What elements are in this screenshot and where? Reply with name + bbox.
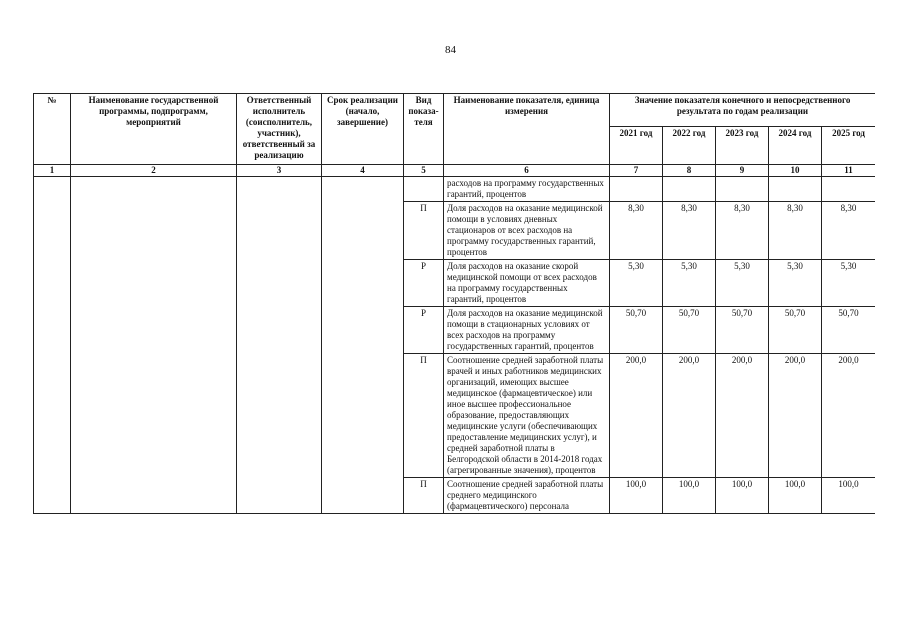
value-2022: 200,0	[663, 354, 716, 478]
value-2021: 50,70	[610, 307, 663, 354]
cell-program-name	[71, 177, 237, 514]
indicator-name: расходов на программу государственных гарантий, процентов	[444, 177, 610, 202]
value-2022: 100,0	[663, 478, 716, 514]
value-2021	[610, 177, 663, 202]
header-no: №	[34, 94, 71, 165]
header-year-2021: 2021 год	[610, 127, 663, 165]
value-2022	[663, 177, 716, 202]
column-number-7: 7	[610, 165, 663, 177]
indicator-name: Доля расходов на оказание медицинской помощи в условиях дневных стационаров от всех расходов на программу государственных гарантий, процентов	[444, 202, 610, 260]
value-2021: 5,30	[610, 260, 663, 307]
value-2022: 5,30	[663, 260, 716, 307]
header-program-name: Наименование государственной программы, подпрограмм, мероприятий	[71, 94, 237, 165]
indicator-type: П	[404, 478, 444, 514]
column-number-11: 11	[822, 165, 876, 177]
value-2025	[822, 177, 876, 202]
value-2024: 50,70	[769, 307, 822, 354]
value-2025: 50,70	[822, 307, 876, 354]
indicator-name: Соотношение средней заработной платы среднего медицинского (фармацевтического) персонала	[444, 478, 610, 514]
value-2024: 8,30	[769, 202, 822, 260]
column-number-4: 4	[322, 165, 404, 177]
indicator-name: Соотношение средней заработной платы врачей и иных работников медицинских организаций, имеющих высшее медицинское (фармацевтическое) или иное высшее профессиональное образование, предоставляющих медицинские услуги (обеспечивающих предоставление медицинских услуг), и средней заработной платы в Белгородской области в 2014-2018 годах (агрегированные значения), процентов	[444, 354, 610, 478]
cell-executor	[237, 177, 322, 514]
header-year-2022: 2022 год	[663, 127, 716, 165]
indicator-name: Доля расходов на оказание скорой медицинской помощи от всех расходов на программу государственных гарантий, процентов	[444, 260, 610, 307]
value-2023	[716, 177, 769, 202]
value-2022: 8,30	[663, 202, 716, 260]
indicator-type: П	[404, 354, 444, 478]
value-2021: 8,30	[610, 202, 663, 260]
indicator-type: Р	[404, 307, 444, 354]
table-row	[34, 177, 876, 202]
column-number-1: 1	[34, 165, 71, 177]
cell-no	[34, 177, 71, 514]
value-2024: 200,0	[769, 354, 822, 478]
column-number-6: 6	[444, 165, 610, 177]
value-2025: 100,0	[822, 478, 876, 514]
indicator-name: Доля расходов на оказание медицинской помощи в стационарных условиях от всех расходов на программу государственных гарантий, процентов	[444, 307, 610, 354]
value-2022: 50,70	[663, 307, 716, 354]
value-2023: 200,0	[716, 354, 769, 478]
indicator-table-container	[33, 93, 875, 593]
value-2024: 5,30	[769, 260, 822, 307]
value-2021: 100,0	[610, 478, 663, 514]
header-year-2024: 2024 год	[769, 127, 822, 165]
value-2025: 8,30	[822, 202, 876, 260]
value-2024: 100,0	[769, 478, 822, 514]
cell-period	[322, 177, 404, 514]
header-indicator-name: Наименование показателя, единица измерения	[444, 94, 610, 165]
column-number-2: 2	[71, 165, 237, 177]
indicator-type	[404, 177, 444, 202]
value-2023: 100,0	[716, 478, 769, 514]
value-2023: 5,30	[716, 260, 769, 307]
header-executor: Ответственный исполнитель (соисполнитель, участник), ответственный за реализацию	[237, 94, 322, 165]
value-2023: 8,30	[716, 202, 769, 260]
header-year-2023: 2023 год	[716, 127, 769, 165]
value-2024	[769, 177, 822, 202]
value-2025: 200,0	[822, 354, 876, 478]
header-period: Срок реализации (начало, завершение)	[322, 94, 404, 165]
column-number-9: 9	[716, 165, 769, 177]
column-number-3: 3	[237, 165, 322, 177]
value-2021: 200,0	[610, 354, 663, 478]
column-number-5: 5	[404, 165, 444, 177]
column-number-8: 8	[663, 165, 716, 177]
header-indicator-type: Вид показа-теля	[404, 94, 444, 165]
indicator-type: П	[404, 202, 444, 260]
value-2025: 5,30	[822, 260, 876, 307]
value-2023: 50,70	[716, 307, 769, 354]
indicator-table	[33, 93, 875, 514]
page-number: 84	[445, 44, 456, 56]
column-number-10: 10	[769, 165, 822, 177]
header-values-group: Значение показателя конечного и непосредственного результата по годам реализации	[610, 94, 876, 127]
indicator-type: Р	[404, 260, 444, 307]
header-year-2025: 2025 год	[822, 127, 876, 165]
